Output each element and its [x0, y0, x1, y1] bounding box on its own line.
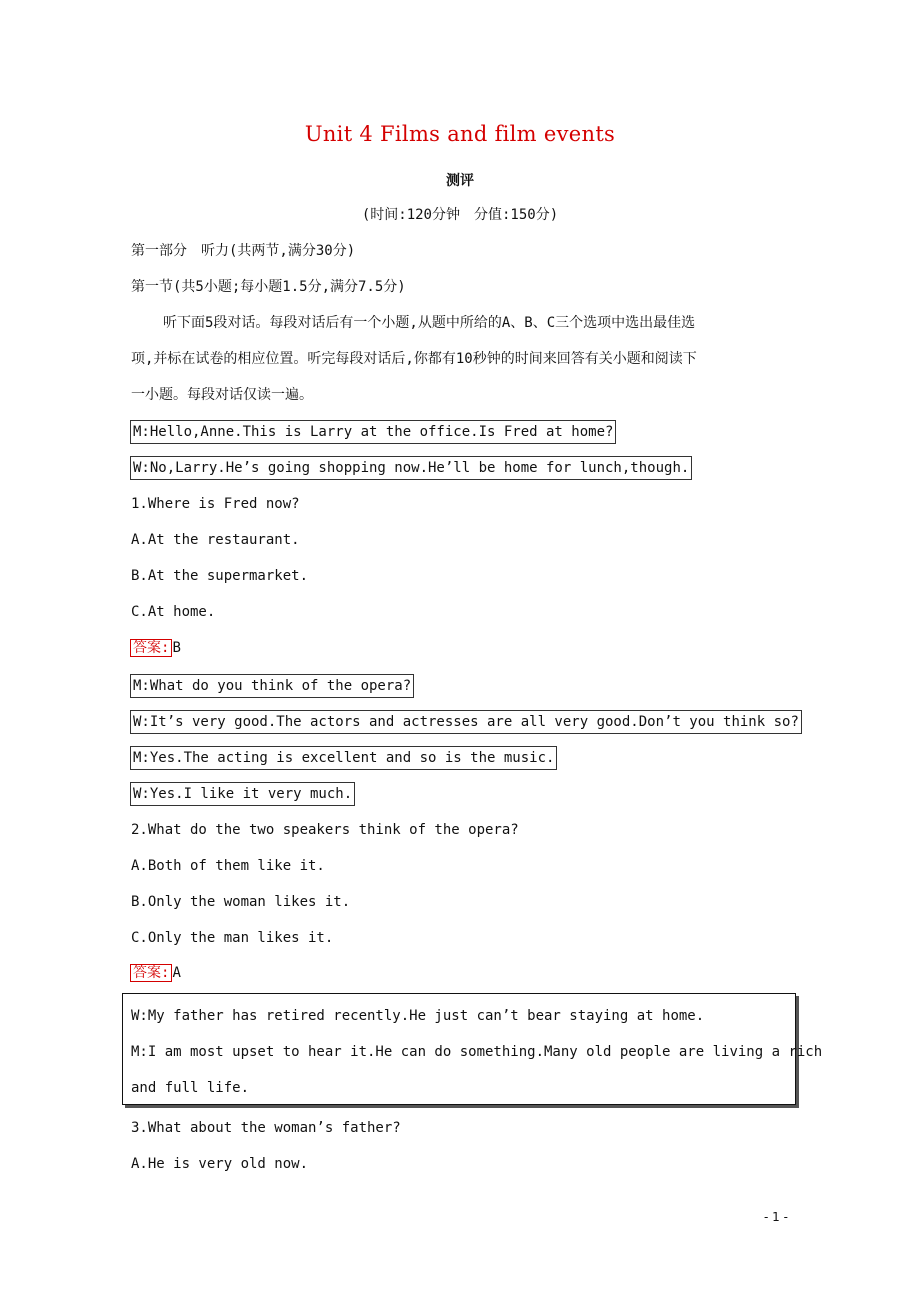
instructions-paragraph [131, 305, 791, 413]
part-heading: 第一部分 听力(共两节,满分30分) [131, 243, 356, 259]
dialogue-line: M:I am most upset to hear it.He can do something.Many old people are living a rich [131, 1044, 823, 1060]
answer-line [130, 638, 181, 658]
dialogue-line: and full life. [131, 1080, 250, 1096]
option-a: A.He is very old now. [131, 1156, 309, 1172]
dialogue-line: W:My father has retired recently.He just can’t bear staying at home. [131, 1008, 705, 1024]
dialogue-line: M:What do you think of the opera? [130, 674, 414, 698]
answer-tag: 答案: [130, 964, 172, 982]
dialogue-line: W:No,Larry.He’s going shopping now.He’ll be home for lunch,though. [130, 456, 692, 480]
answer-value: B [172, 640, 181, 656]
page-number: - 1 - [764, 1210, 788, 1224]
option-a: A.Both of them like it. [131, 858, 325, 874]
dialogue-line: W:It’s very good.The actors and actresses are all very good.Don’t you think so? [130, 710, 802, 734]
time-info: (时间:120分钟 分值:150分) [361, 207, 559, 223]
answer-tag: 答案: [130, 639, 172, 657]
question-text: 2.What do the two speakers think of the opera? [131, 822, 519, 838]
answer-line [130, 963, 181, 983]
section-heading: 第一节(共5小题;每小题1.5分,满分7.5分) [131, 279, 406, 295]
instructions-line: 听下面5段对话。每段对话后有一个小题,从题中所给的A、B、C三个选项中选出最佳选 [163, 315, 696, 331]
dialogue-line: M:Yes.The acting is excellent and so is the music. [130, 746, 557, 770]
instructions-line: 项,并标在试卷的相应位置。听完每段对话后,你都有10秒钟的时间来回答有关小题和阅读下 [131, 351, 697, 367]
option-b: B.At the supermarket. [131, 568, 309, 584]
instructions-line: 一小题。每段对话仅读一遍。 [131, 387, 313, 403]
option-c: C.Only the man likes it. [131, 930, 334, 946]
dialogue-line: M:Hello,Anne.This is Larry at the office.Is Fred at home? [130, 420, 616, 444]
page-title: Unit 4 Films and film events [304, 122, 616, 146]
question-text: 3.What about the woman’s father? [131, 1120, 401, 1136]
page-subtitle: 测评 [446, 173, 474, 189]
option-b: B.Only the woman likes it. [131, 894, 351, 910]
dialogue-box [122, 993, 823, 1105]
option-a: A.At the restaurant. [131, 532, 300, 548]
dialogue-line: W:Yes.I like it very much. [130, 782, 355, 806]
answer-value: A [172, 965, 181, 981]
question-text: 1.Where is Fred now? [131, 496, 300, 512]
option-c: C.At home. [131, 604, 216, 620]
